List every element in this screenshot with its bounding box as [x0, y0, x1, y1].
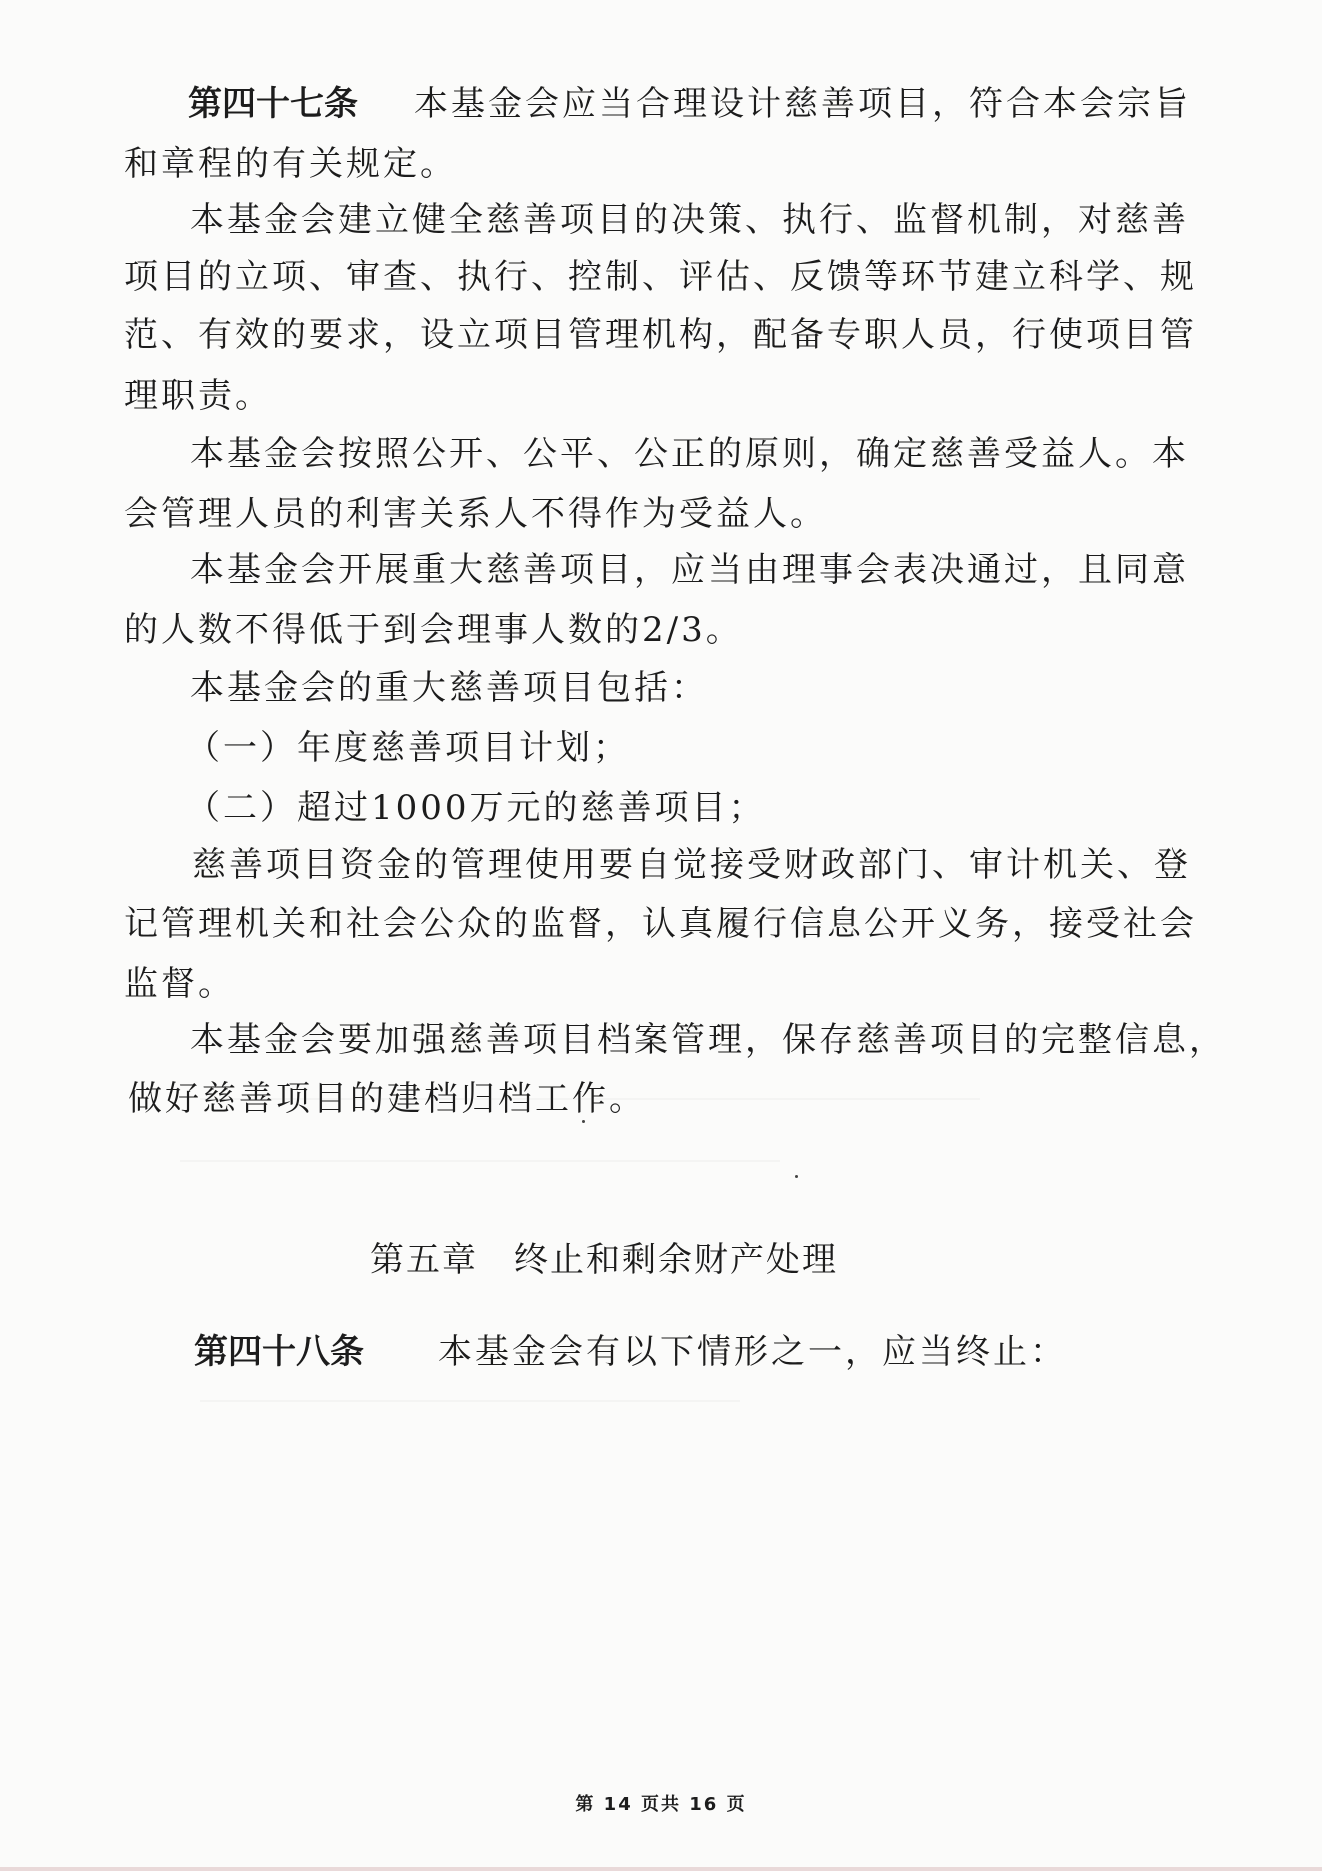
- article-47-para2-line4: 理职责。: [124, 376, 272, 416]
- article-47-para7-line1: 本基金会要加强慈善项目档案管理，保存慈善项目的完整信息，: [190, 1020, 1226, 1060]
- page-footer: 第 14 页共 16 页: [575, 1794, 747, 1815]
- article-47-para6-line1: 慈善项目资金的管理使用要自觉接受财政部门、审计机关、登: [192, 845, 1191, 885]
- article-47-para4-line2: 的人数不得低于到会理事人数的2/3。: [124, 610, 743, 650]
- article-47-label: 第四十七条: [188, 84, 358, 124]
- article-47-para6-line2: 记管理机关和社会公众的监督，认真履行信息公开义务，接受社会: [124, 904, 1197, 944]
- article-47-para1-line1: 本基金会应当合理设计慈善项目，符合本会宗旨: [414, 84, 1191, 124]
- article-48-label: 第四十八条: [194, 1332, 364, 1372]
- article-47-para7-line2: 做好慈善项目的建档归档工作。: [128, 1079, 646, 1119]
- article-48-text: 本基金会有以下情形之一，应当终止：: [438, 1332, 1067, 1372]
- article-47-line-1: [188, 82, 1191, 126]
- article-47-para3-line2: 会管理人员的利害关系人不得作为受益人。: [124, 494, 827, 534]
- chapter-5-title: 第五章 终止和剩余财产处理: [370, 1240, 838, 1280]
- page-edge: [0, 1867, 1322, 1871]
- scan-artifact: [200, 1098, 980, 1100]
- scan-dot: [582, 1120, 585, 1123]
- scan-artifact: [200, 1400, 740, 1402]
- article-48-line: [194, 1330, 1067, 1374]
- article-47-para1-line2: 和章程的有关规定。: [124, 144, 457, 184]
- article-47-para2-line3: 范、有效的要求，设立项目管理机构，配备专职人员，行使项目管: [124, 315, 1197, 355]
- article-47-para6-line3: 监督。: [124, 964, 235, 1004]
- article-47-para3-line1: 本基金会按照公开、公平、公正的原则，确定慈善受益人。本: [190, 434, 1189, 474]
- article-47-para2-line2: 项目的立项、审查、执行、控制、评估、反馈等环节建立科学、规: [124, 257, 1197, 297]
- article-47-para5: 本基金会的重大慈善项目包括：: [190, 668, 708, 708]
- article-47-para2-line1: 本基金会建立健全慈善项目的决策、执行、监督机制，对慈善: [190, 200, 1189, 240]
- article-47-item-1: （一）年度慈善项目计划；: [186, 728, 630, 768]
- scan-dot: [795, 1175, 798, 1178]
- article-47-para4-line1: 本基金会开展重大慈善项目，应当由理事会表决通过，且同意: [190, 550, 1189, 590]
- scan-artifact: [180, 1160, 780, 1162]
- article-47-item-2: （二）超过1000万元的慈善项目；: [186, 788, 766, 828]
